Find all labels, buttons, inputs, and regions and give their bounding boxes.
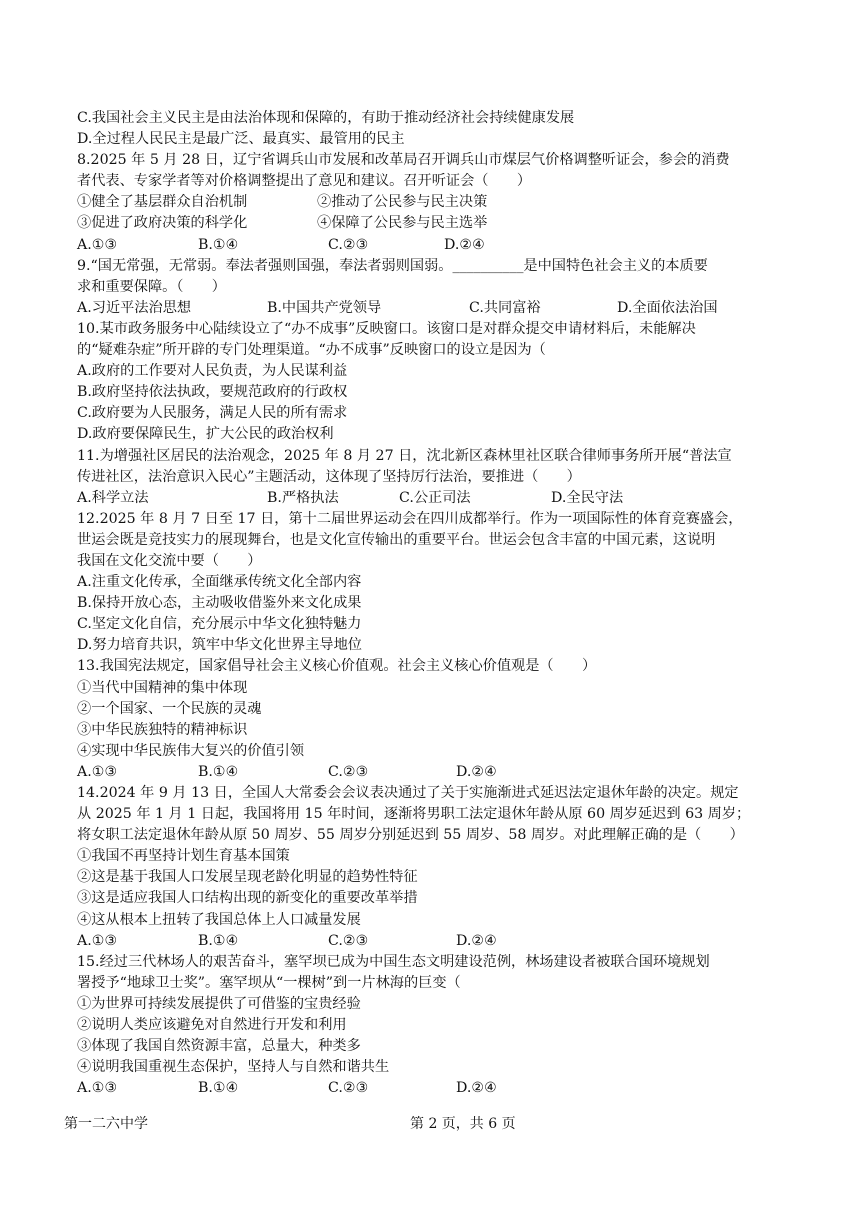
q12-option-d: D.努力培育共识，筑牢中华文化世界主导地位 <box>77 637 362 654</box>
q14-option-a: A.①③ <box>77 932 118 949</box>
q13-option-c: C.②③ <box>328 763 369 780</box>
q10-stem-line-2: 的“疑难杂症”所开辟的专门处理渠道。“办不成事”反映窗口的设立是因为（ <box>77 342 546 359</box>
q14-statement-4: ④这从根本上扭转了我国总体上人口减量发展 <box>77 911 361 928</box>
q15-option-a: A.①③ <box>77 1080 118 1097</box>
q8-statement-4: ④保障了公民参与民主选举 <box>317 215 488 232</box>
q8-stem-line-1: 8.2025 年 5 月 28 日，辽宁省调兵山市发展和改革局召开调兵山市煤层气价格调整听证会，参会的消费 <box>77 152 730 169</box>
q8-statement-1: ①健全了基层群众自治机制 <box>77 194 248 211</box>
q10-option-c: C.政府要为人民服务，满足人民的所有需求 <box>77 405 348 422</box>
q15-stem-line-2: 署授予“地球卫士奖”。塞罕坝从“一棵树”到一片林海的巨变（ <box>77 974 461 991</box>
q10-option-b: B.政府坚持依法执政，要规范政府的行政权 <box>77 384 348 401</box>
q14-option-c: C.②③ <box>328 932 369 949</box>
q12-stem-line-2: 世运会既是竞技实力的展现舞台，也是文化宣传输出的重要平台。世运会包含丰富的中国元素，这说明 <box>77 531 716 548</box>
q8-option-b: B.①④ <box>198 236 239 253</box>
q15-option-d: D.②④ <box>456 1080 497 1097</box>
q13-stem: 13.我国宪法规定，国家倡导社会主义核心价值观。社会主义核心价值观是（ ） <box>77 658 597 675</box>
q8-options <box>77 235 817 256</box>
q12-option-b: B.保持开放心态，主动吸收借鉴外来文化成果 <box>77 595 362 612</box>
q14-stem-line-2: 从 2025 年 1 月 1 日起，我国将用 15 年时间，逐渐将男职工法定退休年龄从原 60 周岁延迟到 63 周岁； <box>77 806 751 823</box>
q8-statement-3: ③促进了政府决策的科学化 <box>77 215 248 232</box>
q15-statement-1: ①为世界可持续发展提供了可借鉴的宝贵经验 <box>77 995 361 1012</box>
q14-stem-line-1: 14.2024 年 9 月 13 日，全国人大常委会会议表决通过了关于实施渐进式延迟法定退休年龄的决定。规定 <box>77 785 739 801</box>
q8-stem-line-2: 者代表、专家学者等对价格调整提出了意见和建议。召开听证会（ ） <box>77 173 532 190</box>
q9-stem-line-2: 求和重要保障。（ ） <box>77 278 226 295</box>
q12-stem-line-1: 12.2025 年 8 月 7 日至 17 日，第十二届世界运动会在四川成都举行。作为一项国际性的体育竞赛盛会， <box>77 510 743 527</box>
q8-option-a: A.①③ <box>77 236 118 253</box>
q14-options <box>77 931 817 952</box>
q8-statement-2: ②推动了公民参与民主决策 <box>317 194 488 211</box>
q13-option-b: B.①④ <box>198 763 239 780</box>
q8-statements-row-2 <box>77 213 817 234</box>
q9-option-d: D.全面依法治国 <box>617 299 718 316</box>
exam-content <box>77 108 817 1099</box>
q9-option-b: B.中国共产党领导 <box>267 299 382 316</box>
q10-option-a: A.政府的工作要对人民负责，为人民谋利益 <box>77 363 348 380</box>
q11-option-b: B.严格执法 <box>267 489 339 506</box>
q14-statement-2: ②这是基于我国人口发展呈现老龄化明显的趋势性特征 <box>77 869 418 886</box>
q7-option-c: C.我国社会主义民主是由法治体现和保障的，有助于推动经济社会持续健康发展 <box>77 110 575 126</box>
q13-statement-2: ②一个国家、一个民族的灵魂 <box>77 700 262 717</box>
q11-option-d: D.全民守法 <box>551 489 624 506</box>
q14-stem-line-3: 将女职工法定退休年龄从原 50 周岁、55 周岁分别延迟到 55 周岁、58 周岁。对此理解正确的是（ ） <box>77 827 744 844</box>
q11-option-c: C.公正司法 <box>399 489 471 506</box>
q13-statement-1: ①当代中国精神的集中体现 <box>77 679 248 696</box>
q8-statements-row-1 <box>77 192 817 213</box>
q13-options <box>77 762 817 783</box>
q12-option-a: A.注重文化传承，全面继承传统文化全部内容 <box>77 574 362 591</box>
q14-option-b: B.①④ <box>198 932 239 949</box>
q9-stem-line-1: 9.“国无常强，无常弱。奉法者强则国强，奉法者弱则国弱。__________是中国特色社会主义的本质要 <box>77 257 708 274</box>
q13-statement-4: ④实现中华民族伟大复兴的价值引领 <box>77 742 305 759</box>
q15-statement-2: ②说明人类应该避免对自然进行开发和利用 <box>77 1017 347 1034</box>
q8-option-c: C.②③ <box>328 236 369 253</box>
q11-stem-line-1: 11.为增强社区居民的法治观念，2025 年 8 月 27 日，沈北新区森林里社区联合律师事务所开展“普法宣 <box>77 447 732 464</box>
q10-option-d: D.政府要保障民生，扩大公民的政治权利 <box>77 426 334 443</box>
q11-option-a: A.科学立法 <box>77 489 149 506</box>
q12-stem-line-3: 我国在文化交流中要（ ） <box>77 552 262 569</box>
footer-page-number: 第 2 页，共 6 页 <box>410 1116 516 1132</box>
q11-options <box>77 488 817 509</box>
q13-option-a: A.①③ <box>77 763 118 780</box>
q15-statement-3: ③体现了我国自然资源丰富，总量大，种类多 <box>77 1038 361 1055</box>
q13-statement-3: ③中华民族独特的精神标识 <box>77 721 248 738</box>
q13-option-d: D.②④ <box>456 763 497 780</box>
q15-options <box>77 1078 817 1099</box>
footer-school-name: 第一二六中学 <box>64 1116 148 1132</box>
q11-stem-line-2: 传进社区，法治意识入民心”主题活动，这体现了坚持厉行法治，要推进（ ） <box>77 468 581 485</box>
q10-stem-line-1: 10.某市政务服务中心陆续设立了“办不成事”反映窗口。该窗口是对群众提交申请材料后，未能解决 <box>77 320 696 337</box>
q15-option-b: B.①④ <box>198 1080 239 1097</box>
q14-statement-3: ③这是适应我国人口结构出现的新变化的重要改革举措 <box>77 890 418 907</box>
q15-option-c: C.②③ <box>328 1080 369 1097</box>
q9-option-a: A.习近平法治思想 <box>77 299 192 316</box>
q9-options <box>77 298 817 319</box>
q7-option-d: D.全过程人民民主是最广泛、最真实、最管用的民主 <box>77 131 405 148</box>
q12-option-c: C.坚定文化自信，充分展示中华文化独特魅力 <box>77 616 362 633</box>
q14-option-d: D.②④ <box>456 932 497 949</box>
q15-stem-line-1: 15.经过三代林场人的艰苦奋斗，塞罕坝已成为中国生态文明建设范例，林场建设者被联合国环境规划 <box>77 953 710 970</box>
q9-option-c: C.共同富裕 <box>469 299 541 316</box>
q8-option-d: D.②④ <box>444 236 485 253</box>
q14-statement-1: ①我国不再坚持计划生育基本国策 <box>77 848 290 865</box>
q15-statement-4: ④说明我国重视生态保护，坚持人与自然和谐共生 <box>77 1059 390 1076</box>
